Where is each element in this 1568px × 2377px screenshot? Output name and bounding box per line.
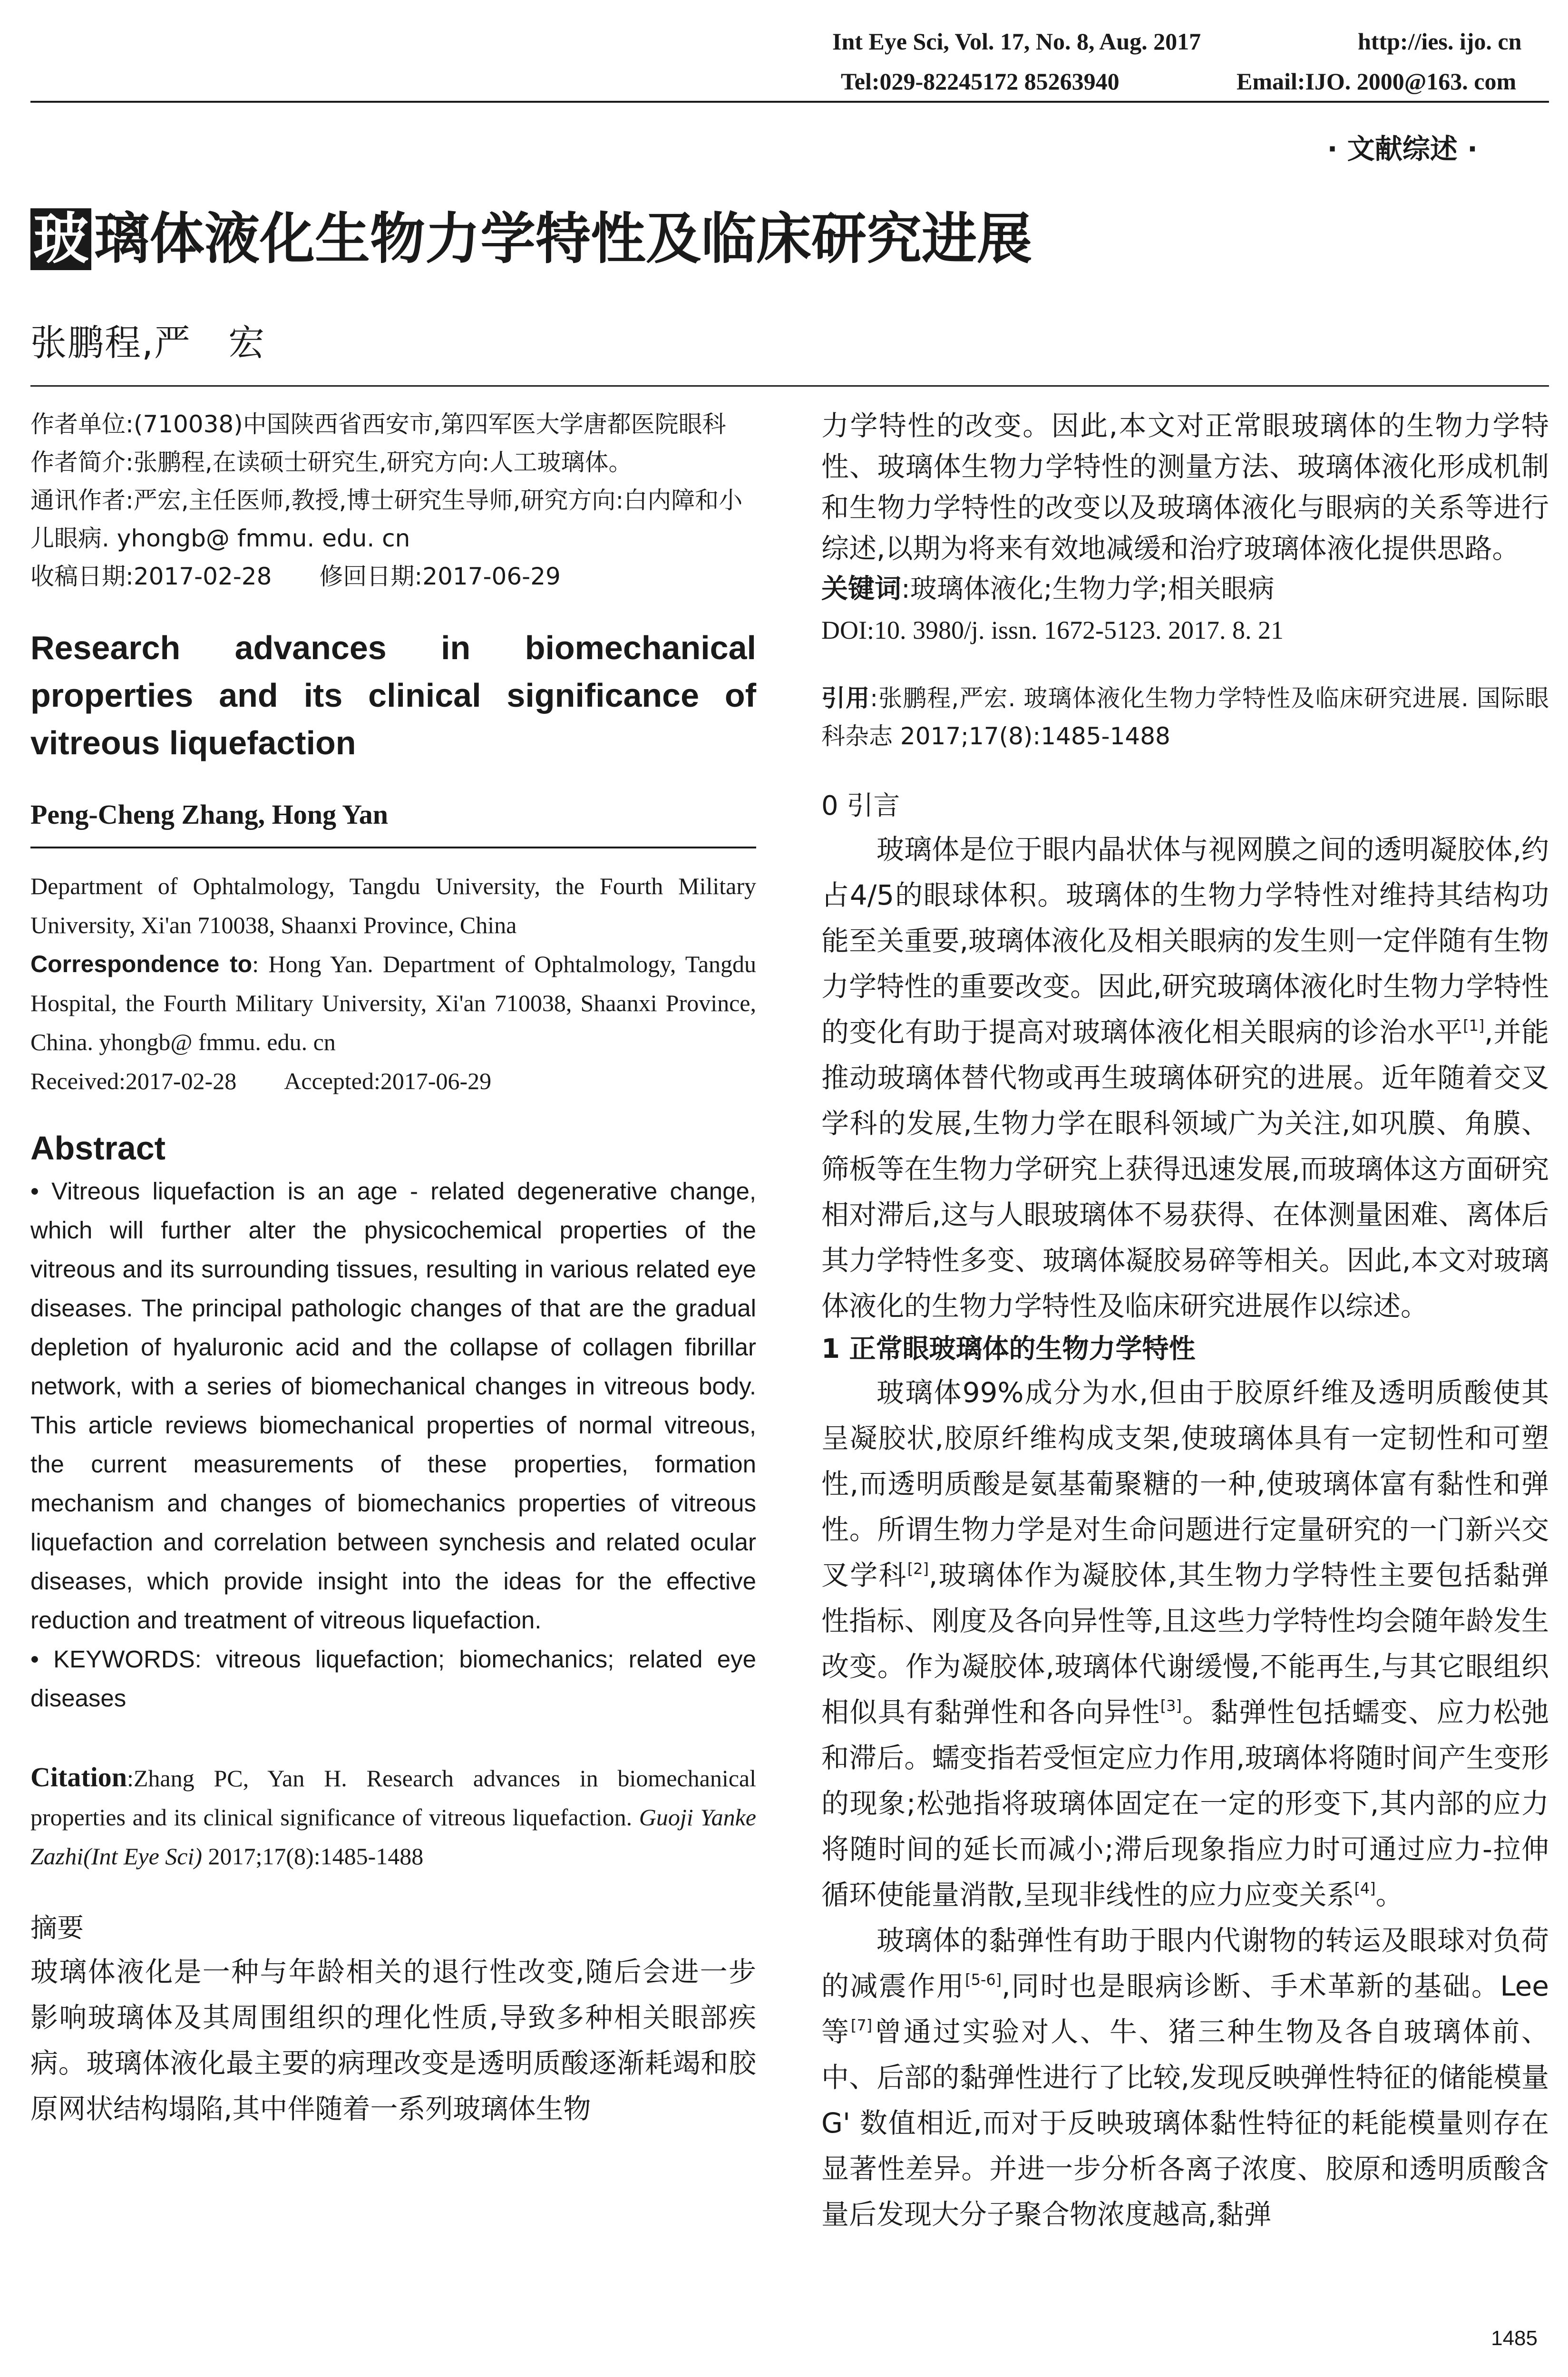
- abstract-heading: Abstract: [30, 1130, 166, 1167]
- correspondence-label: Correspondence to: [30, 951, 253, 977]
- journal-citation-line: Int Eye Sci, Vol. 17, No. 8, Aug. 2017: [832, 28, 1201, 55]
- correspondence-text: : Hong Yan. Department of Ophtalmology, Tangdu Hospital, the Fourth Military University, Xi'an 710038, Shaanxi Province, China. yhongb@ fmmu. edu. cn: [30, 951, 757, 1055]
- header-rule: [30, 101, 1549, 103]
- section-1-paragraph-1: [821, 1370, 1549, 1918]
- section-0-text-a: 玻璃体是位于眼内晶状体与视网膜之间的透明凝胶体,约占4/5的眼球体积。玻璃体的生物力学特性对维持其结构功能至关重要,玻璃体液化及相关眼病的发生则一定伴随有生物力学特性的重要改变。因此,研究玻璃体液化时生物力学特性的变化有助于提高对玻璃体液化相关眼病的诊治水平: [821, 833, 1549, 1048]
- abstract-cn-heading: 摘要: [30, 1913, 84, 1944]
- section-0-text-b: ,并能推动玻璃体替代物或再生玻璃体研究的进展。近年随着交叉学科的发展,生物力学在眼科领域广为关注,如巩膜、角膜、筛板等在生物力学研究上获得迅速发展,而玻璃体这方面研究相对滞后,这与人眼玻璃体不易获得、在体测量困难、离体后其力学特性多变、玻璃体凝胶易碎等相关。因此,本文对玻璃体液化的生物力学特性及临床研究进展作以综述。: [821, 1016, 1549, 1322]
- english-affiliation: Department of Ophtalmology, Tangdu University, the Fourth Military University, Xi'an 710038, Shaanxi Province, China: [30, 873, 756, 938]
- article-title: [30, 208, 1032, 270]
- left-column: [30, 405, 756, 2132]
- page-number: 1485: [1491, 2327, 1538, 2350]
- authors-rule: [30, 847, 756, 848]
- citation-text: :Zhang PC, Yan H. Research advances in biomechanical properties and its clinical significance of vitreous liquefaction.: [30, 1765, 756, 1831]
- journal-url: http://ies. ijo. cn: [1358, 28, 1522, 55]
- ref-2: [2]: [907, 1559, 929, 1578]
- section-0-heading: 0 引言: [821, 790, 900, 821]
- english-title: Research advances in biomechanical properties and its clinical significance of vitreous liquefaction: [30, 629, 756, 761]
- authors-cn: 张鹏程,严 宏: [30, 321, 266, 364]
- ref-5-6: [5-6]: [965, 1970, 1002, 1989]
- section-1-p2-text-a: 玻璃体的黏弹性有助于眼内代谢物的转运及眼球对负荷的减震作用: [821, 1924, 1549, 2002]
- section-1-p2-text-c: 曾通过实验对人、牛、猪三种生物及各自玻璃体前、中、后部的黏弹性进行了比较,发现反映弹性特征的储能模量 G' 数值相近,而对于反映玻璃体黏性特征的耗能模量则存在显著性差异。并进一步分析各离子浓度、胶原和透明质酸含量后发现大分子聚合物浓度越高,黏弹: [821, 2016, 1549, 2231]
- section-1-paragraph-2: [821, 1918, 1549, 2237]
- section-1-text-b: ,玻璃体作为凝胶体,其生物力学特性主要包括黏弹性指标、刚度及各向异性等,且这些力学特性均会随年龄发生改变。作为凝胶体,玻璃体代谢缓慢,不能再生,与其它眼组织相似具有黏弹性和各向异性: [821, 1559, 1549, 1728]
- cite-cn-text: :张鹏程,严宏. 玻璃体液化生物力学特性及临床研究进展. 国际眼科杂志 2017;17(8):1485-1488: [821, 684, 1549, 750]
- right-column: [821, 405, 1549, 2237]
- keywords-cn-text: :玻璃体液化;生物力学;相关眼病: [901, 574, 1275, 604]
- ref-3: [3]: [1160, 1696, 1182, 1715]
- keywords-cn: [821, 569, 1549, 610]
- section-1-heading: 1 正常眼玻璃体的生物力学特性: [821, 1334, 1196, 1364]
- journal-tel: Tel:029-82245172 85263940: [841, 68, 1120, 95]
- title-rule: [30, 385, 1549, 387]
- english-authors: Peng-Cheng Zhang, Hong Yan: [30, 799, 389, 830]
- journal-email: Email:IJO. 2000@163. com: [1237, 68, 1517, 95]
- dates-cn: 收稿日期:2017-02-28 修回日期:2017-06-29: [30, 563, 561, 590]
- section-tag: · 文献综述 ·: [1327, 133, 1478, 165]
- section-0-paragraph: [821, 827, 1549, 1329]
- title-rest: 璃体液化生物力学特性及临床研究进展: [94, 207, 1032, 271]
- english-dates: Received:2017-02-28 Accepted:2017-06-29: [30, 1068, 492, 1094]
- bio-cn: 作者简介:张鹏程,在读硕士研究生,研究方向:人工玻璃体。: [30, 448, 633, 476]
- cite-cn-label: 引用: [821, 684, 870, 712]
- section-1-text-a: 玻璃体99%成分为水,但由于胶原纤维及透明质酸使其呈凝胶状,胶原纤维构成支架,使玻璃体具有一定韧性和可塑性,而透明质酸是氨基葡聚糖的一种,使玻璃体富有黏性和弹性。所谓生物力学是对生命问题进行定量研究的一门新兴交叉学科: [821, 1376, 1549, 1591]
- abstract-cn-text: 玻璃体液化是一种与年龄相关的退行性改变,随后会进一步影响玻璃体及其周围组织的理化性质,导致多种相关眼部疾病。玻璃体液化最主要的病理改变是透明质酸逐渐耗竭和胶原网状结构塌陷,其中伴随着一系列玻璃体生物: [30, 1956, 756, 2125]
- citation-en: [30, 1758, 756, 1876]
- abstract-cn-continued: 力学特性的改变。因此,本文对正常眼玻璃体的生物力学特性、玻璃体生物力学特性的测量方法、玻璃体液化形成机制和生物力学特性的改变以及玻璃体液化与眼病的关系等进行综述,以期为将来有效地减缓和治疗玻璃体液化提供思路。: [821, 409, 1549, 565]
- title-first-char: 玻: [30, 208, 91, 270]
- doi: DOI:10. 3980/j. issn. 1672-5123. 2017. 8. 21: [821, 616, 1284, 644]
- citation-label: Citation: [30, 1762, 127, 1792]
- ref-1: [1]: [1463, 1016, 1485, 1035]
- section-1-p2-text-b: ,同时也是眼病诊断、手术革新的基础。Lee 等: [821, 1970, 1549, 2048]
- citation-volume: 2017;17(8):1485-1488: [202, 1843, 424, 1870]
- citation-journal: Guoji Yanke Zazhi(Int Eye Sci): [30, 1804, 756, 1870]
- keywords-en: • KEYWORDS: vitreous liquefaction; biomechanics; related eye diseases: [30, 1646, 756, 1712]
- ref-7: [7]: [850, 2016, 873, 2035]
- english-correspondence: [30, 945, 756, 1062]
- section-1-text-c: 。黏弹性包括蠕变、应力松弛和滞后。蠕变指若受恒定应力作用,玻璃体将随时间产生变形的现象;松弛指将玻璃体固定在一定的形变下,其内部的应力将随时间的延长而减小;滞后现象指应力时可通过应力-拉伸循环使能量消散,呈现非线性的应力应变关系: [821, 1696, 1549, 1911]
- affiliation-cn: 作者单位:(710038)中国陕西省西安市,第四军医大学唐都医院眼科: [30, 410, 726, 438]
- cite-cn: [821, 679, 1549, 755]
- section-1-text-d: 。: [1375, 1879, 1403, 1911]
- correspondence-cn: 通讯作者:严宏,主任医师,教授,博士研究生导师,研究方向:白内障和小儿眼病. yhongb@ fmmu. edu. cn: [30, 487, 743, 552]
- ref-4: [4]: [1354, 1879, 1376, 1898]
- abstract-text: • Vitreous liquefaction is an age - related degenerative change, which will further alter the physicochemical properties of the vitreous and its surrounding tissues, resulting in various related eye diseases. The principal pathologic changes of that are the gradual depletion of hyaluronic acid and the collapse of collagen fibrillar network, with a series of biomechanical changes in vitreous body. This article reviews biomechanical properties of normal vitreous, the current measurements of these properties, formation mechanism and changes of biomechanics properties of vitreous liquefaction and correlation between synchesis and related ocular diseases, which provide insight into the ideas for the effective reduction and treatment of vitreous liquefaction.: [30, 1178, 756, 1634]
- keywords-cn-label: 关键词: [821, 574, 901, 604]
